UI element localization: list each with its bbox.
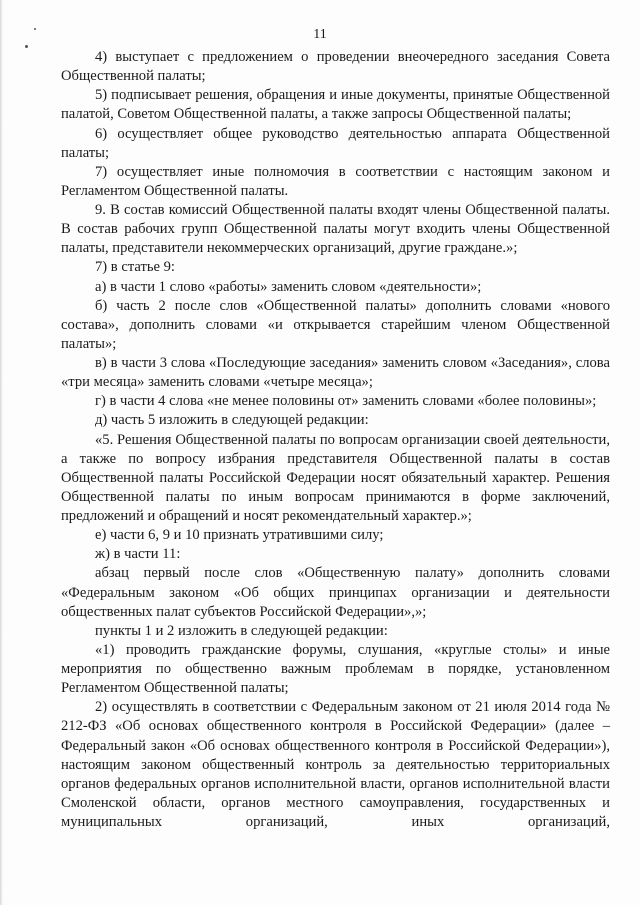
- paragraph: 7) осуществляет иные полномочия в соответствии с настоящим законом и Регламентом Общественной палаты.: [61, 163, 610, 199]
- paragraph: 4) выступает с предложением о проведении внеочередного заседания Совета Общественной палаты;: [61, 49, 610, 85]
- paragraph: в) в части 3 слова «Последующие заседания» заменить словом «Заседания», слова «три месяца» заменить словами «четыре месяца»;: [61, 355, 610, 391]
- paragraph: а) в части 1 слово «работы» заменить словом «деятельности»;: [95, 278, 482, 295]
- paragraph: б) часть 2 после слов «Общественной палаты» дополнить словами «нового состава», дополнить словами «и открывается старейшим членом Общественной палаты»;: [61, 297, 610, 352]
- scan-edge-shadow: [0, 0, 3, 905]
- paragraph: «1) проводить гражданские форумы, слушания, «круглые столы» и иные мероприятия по общественно важным проблемам в порядке, установленном Регламентом Общественной палаты;: [61, 641, 610, 697]
- paragraph: 2) осуществлять в соответствии с Федеральным законом от 21 июля 2014 года № 212-ФЗ «Об основах общественного контроля в Российской Федерации» (далее – Федеральный закон «Об основах общественного контроля в Российской Федерации»), настоящим законом общественный контроль за деятельностью территориальных органов федеральных органов исполнительной власти, органов исполнительной власти Смоленской области, органов местного самоуправления, государственных и муниципальных организаций, иных организаций,: [61, 699, 610, 830]
- page-number: 11: [313, 27, 327, 42]
- paragraph: «5. Решения Общественной палаты по вопросам организации своей деятельности, а также по вопросу избрания представителя Общественной палаты в состав Общественной палаты Российской Федерации носят обязательный характер. Решения Общественной палаты по иным вопросам принимаются в форме заключений, предложений и обращений и носят рекомендательный характер.»;: [61, 431, 610, 524]
- paragraph: г) в части 4 слова «не менее половины от» заменить словами «более половины»;: [95, 393, 597, 410]
- paragraph: 7) в статье 9:: [95, 259, 175, 276]
- paragraph: абзац первый после слов «Общественную палату» дополнить словами «Федеральным законом «Об общих принципах организации и деятельности общественных палат субъектов Российской Федерации»,»;: [61, 565, 610, 620]
- paragraph: 5) подписывает решения, обращения и иные документы, принятые Общественной палатой, Советом Общественной палаты, а также запросы Общественной палаты;: [61, 87, 610, 123]
- paragraph: ж) в части 11:: [95, 546, 181, 563]
- scan-speck: [25, 45, 28, 48]
- document-body: [61, 48, 610, 832]
- paragraph: 6) осуществляет общее руководство деятельностью аппарата Общественной палаты;: [61, 125, 610, 161]
- paragraph: пункты 1 и 2 изложить в следующей редакции:: [95, 622, 388, 639]
- paragraph: д) часть 5 изложить в следующей редакции:: [95, 412, 369, 429]
- paragraph: 9. В состав комиссий Общественной палаты входят члены Общественной палаты. В состав рабочих групп Общественной палаты могут входить члены Общественной палаты, представители некоммерческих организаций, другие граждане.»;: [61, 202, 610, 257]
- paragraph: е) части 6, 9 и 10 признать утратившими силу;: [95, 527, 384, 544]
